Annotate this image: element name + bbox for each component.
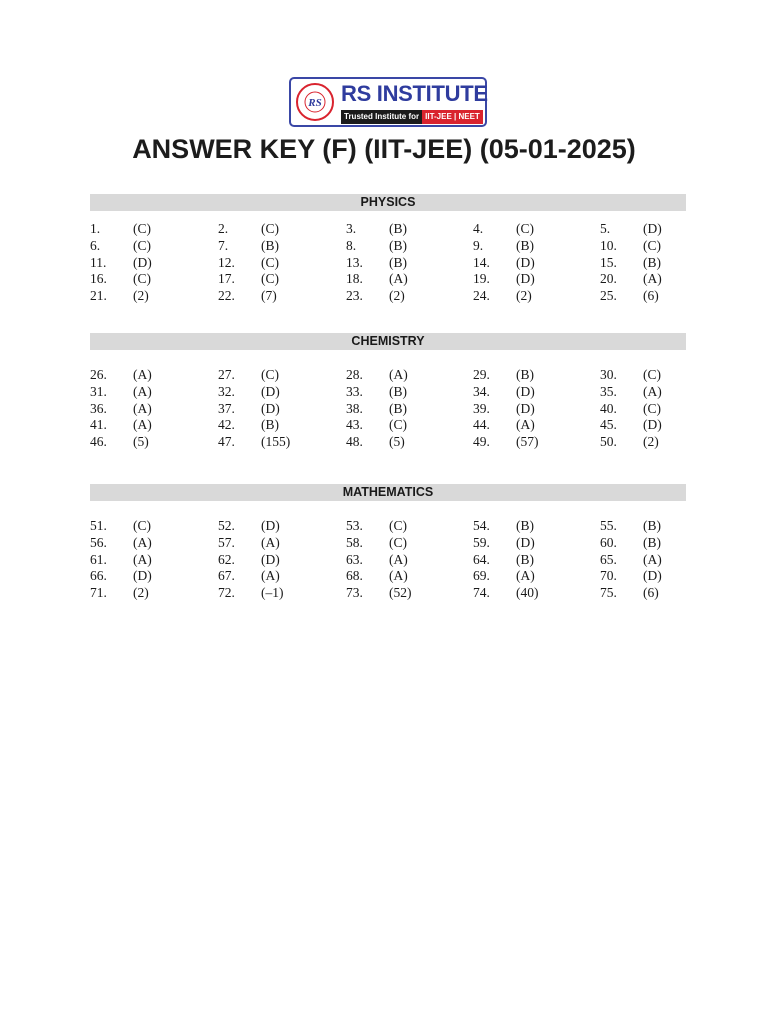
answer-item [473,534,535,552]
question-number: 62. [218,551,235,567]
question-number: 47. [218,434,235,450]
answer-item [218,551,280,569]
answer-value: (6) [643,288,659,304]
answer-item [600,585,659,602]
answer-value: (5) [389,434,405,450]
question-number: 38. [346,400,363,416]
question-number: 33. [346,383,363,399]
answer-item [600,417,662,434]
answer-value: (D) [516,400,535,416]
answer-value: (D) [133,568,152,584]
answer-value: (C) [389,534,407,550]
answer-value: (D) [261,551,280,567]
answer-item [90,534,152,552]
question-number: 37. [218,400,235,416]
question-number: 67. [218,568,235,584]
answer-item [346,288,405,305]
answer-item [473,271,535,288]
answer-item [473,367,534,384]
answer-item [218,400,280,418]
answer-row [0,585,768,602]
answer-row [0,568,768,585]
question-number: 69. [473,568,490,584]
answer-value: (B) [643,534,661,550]
question-number: 39. [473,400,490,416]
answer-value: (A) [133,534,152,550]
answer-value: (D) [643,568,662,584]
answer-item [346,568,408,585]
answer-value: (A) [261,534,280,550]
answer-value: (B) [389,254,407,270]
answer-value: (A) [516,568,535,584]
logo-seal-icon [298,85,332,119]
answer-value: (A) [643,271,662,287]
question-number: 18. [346,271,363,287]
question-number: 22. [218,288,235,304]
question-number: 57. [218,534,235,550]
answer-item [90,434,149,451]
answer-value: (A) [133,367,152,382]
question-number: 44. [473,417,490,433]
answer-value: (B) [389,221,407,236]
question-number: 54. [473,518,490,533]
answer-item [90,417,152,434]
question-number: 70. [600,568,617,584]
answer-item [346,534,407,552]
answer-value: (B) [389,237,407,253]
answer-value: (B) [261,417,279,433]
question-number: 6. [90,237,101,253]
answer-row [0,417,768,434]
answer-value: (B) [516,367,534,382]
page-title: ANSWER KEY (F) (IIT-JEE) (05-01-2025) [132,134,636,164]
answer-value: (155) [261,434,291,450]
answer-value: (40) [516,585,539,601]
answer-value: (D) [516,534,535,550]
answer-value: (B) [516,518,534,533]
logo-seal [296,83,334,121]
question-number: 35. [600,383,617,399]
answer-item [600,221,662,238]
answer-value: (C) [133,518,151,533]
answer-item [473,585,539,602]
answer-value: (A) [516,417,535,433]
answer-item [600,237,661,255]
answer-item [90,254,152,272]
logo-tagline-text: Trusted Institute for [341,110,422,124]
answer-value: (A) [389,367,408,382]
question-number: 4. [473,221,484,236]
section-header-physics: PHYSICS [90,194,686,211]
question-number: 27. [218,367,235,382]
answer-item [90,288,149,305]
question-number: 75. [600,585,617,601]
answer-value: (D) [516,254,535,270]
question-number: 64. [473,551,490,567]
answer-item [90,518,151,535]
question-number: 30. [600,367,617,382]
question-number: 66. [90,568,107,584]
answer-value: (A) [389,271,408,287]
question-number: 25. [600,288,617,304]
question-number: 3. [346,221,357,236]
answer-value: (C) [133,221,151,236]
answer-item [473,254,535,272]
answer-item [218,383,280,401]
answer-item [346,237,407,255]
question-number: 68. [346,568,363,584]
answer-item [90,237,151,255]
answer-value: (2) [389,288,405,304]
answer-item [473,237,534,255]
answer-value: (C) [389,417,407,433]
question-number: 24. [473,288,490,304]
answer-value: (B) [261,237,279,253]
answer-item [473,288,532,305]
question-number: 55. [600,518,617,533]
answer-item [90,221,151,238]
answer-item [346,383,407,401]
answer-item [218,254,279,272]
answers-mathematics [0,518,768,602]
question-number: 53. [346,518,363,533]
question-number: 20. [600,271,617,287]
answer-value: (2) [133,288,149,304]
answer-item [346,518,407,535]
logo-name: RS INSTITUTE [341,81,488,106]
question-number: 41. [90,417,107,433]
question-number: 11. [90,254,107,270]
answer-value: (B) [389,383,407,399]
question-number: 31. [90,383,107,399]
question-number: 74. [473,585,490,601]
answer-value: (C) [261,221,279,236]
question-number: 60. [600,534,617,550]
logo-tagline [341,110,483,124]
answer-item [473,417,535,434]
answer-value: (C) [133,237,151,253]
question-number: 1. [90,221,101,236]
answer-value: (2) [643,434,659,450]
question-number: 63. [346,551,363,567]
answer-item [600,518,661,535]
answer-row [0,535,768,552]
answer-value: (D) [516,383,535,399]
answers-chemistry [0,367,768,451]
answer-value: (D) [643,417,662,433]
answer-item [473,434,539,451]
answer-value: (5) [133,434,149,450]
answer-value: (C) [133,271,151,287]
logo-tagline-highlight: IIT-JEE | NEET [422,110,483,124]
answer-item [473,518,534,535]
answer-value: (C) [643,237,661,253]
answer-item [346,417,407,434]
answer-item [90,585,149,602]
question-number: 26. [90,367,107,382]
question-number: 2. [218,221,229,236]
question-number: 23. [346,288,363,304]
question-number: 45. [600,417,617,433]
answer-value: (–1) [261,585,284,601]
answer-value: (B) [516,551,534,567]
answer-value: (D) [516,271,535,287]
answer-item [473,221,534,238]
question-number: 34. [473,383,490,399]
answer-item [473,568,535,585]
answer-item [218,271,279,288]
answer-item [346,585,412,602]
answer-item [218,518,280,535]
answer-value: (A) [133,400,152,416]
answer-item [600,288,659,305]
answer-value: (D) [261,400,280,416]
question-number: 49. [473,434,490,450]
answer-value: (B) [516,237,534,253]
question-number: 48. [346,434,363,450]
answer-item [473,400,535,418]
question-number: 61. [90,551,107,567]
question-number: 7. [218,237,229,253]
question-number: 46. [90,434,107,450]
answer-value: (C) [643,367,661,382]
question-number: 71. [90,585,107,601]
answer-value: (A) [389,551,408,567]
answer-item [346,271,408,288]
answer-row [0,367,768,384]
answer-item [218,585,284,602]
answer-value: (C) [389,518,407,533]
answer-item [218,221,279,238]
answer-item [90,271,151,288]
question-number: 58. [346,534,363,550]
answer-value: (2) [133,585,149,601]
question-number: 65. [600,551,617,567]
answer-value: (A) [389,568,408,584]
answer-item [600,434,659,451]
answer-item [600,568,662,585]
answer-item [600,271,662,288]
answer-item [600,534,661,552]
answer-row [0,518,768,535]
answer-row [0,401,768,418]
answer-item [473,551,534,569]
question-number: 72. [218,585,235,601]
answer-value: (2) [516,288,532,304]
answer-value: (A) [643,551,662,567]
answer-item [218,534,280,552]
answer-item [90,551,152,569]
answer-item [90,367,152,384]
question-number: 43. [346,417,363,433]
question-number: 8. [346,237,357,253]
answer-value: (D) [261,383,280,399]
answer-value: (A) [261,568,280,584]
answer-value: (52) [389,585,412,601]
question-number: 32. [218,383,235,399]
answer-value: (B) [643,254,661,270]
question-number: 21. [90,288,107,304]
answer-value: (57) [516,434,539,450]
answer-value: (C) [261,254,279,270]
answer-item [218,434,291,451]
answer-item [90,400,152,418]
answer-item [218,288,277,305]
question-number: 14. [473,254,490,270]
answer-item [600,400,661,418]
question-number: 28. [346,367,363,382]
question-number: 52. [218,518,235,533]
question-number: 50. [600,434,617,450]
question-number: 36. [90,400,107,416]
section-header-mathematics: MATHEMATICS [90,484,686,501]
answer-item [90,568,152,585]
answer-row [0,238,768,255]
question-number: 29. [473,367,490,382]
answer-value: (D) [133,254,152,270]
answer-item [600,254,661,272]
answer-item [90,383,152,401]
answer-row [0,434,768,451]
answer-value: (B) [389,400,407,416]
answer-value: (D) [261,518,280,533]
answer-value: (6) [643,585,659,601]
answer-row [0,552,768,569]
answer-item [473,383,535,401]
answer-row [0,384,768,401]
answer-row [0,221,768,238]
question-number: 13. [346,254,363,270]
answer-item [346,434,405,451]
answer-item [346,221,407,238]
answer-value: (D) [643,221,662,236]
answer-value: (7) [261,288,277,304]
answer-item [218,367,279,384]
answer-item [346,254,407,272]
answer-value: (C) [261,271,279,287]
question-number: 15. [600,254,617,270]
answer-item [218,568,280,585]
question-number: 16. [90,271,107,287]
answer-row [0,271,768,288]
answer-item [600,383,662,401]
answer-value: (C) [261,367,279,382]
answer-row [0,255,768,272]
logo-seal-initials: RS [308,97,322,109]
answer-value: (A) [133,551,152,567]
answers-physics [0,221,768,305]
answer-item [346,551,408,569]
answer-value: (C) [516,221,534,236]
question-number: 19. [473,271,490,287]
question-number: 12. [218,254,235,270]
answer-item [600,367,661,384]
answer-value: (A) [133,383,152,399]
answer-item [346,367,408,384]
question-number: 5. [600,221,611,236]
institute-logo [289,77,487,127]
question-number: 51. [90,518,107,533]
question-number: 17. [218,271,235,287]
question-number: 9. [473,237,484,253]
answer-item [346,400,407,418]
answer-item [218,237,279,255]
answer-value: (B) [643,518,661,533]
answer-value: (A) [133,417,152,433]
answer-value: (A) [643,383,662,399]
section-header-chemistry: CHEMISTRY [90,333,686,350]
question-number: 56. [90,534,107,550]
question-number: 73. [346,585,363,601]
question-number: 40. [600,400,617,416]
question-number: 10. [600,237,617,253]
answer-row [0,288,768,305]
question-number: 59. [473,534,490,550]
question-number: 42. [218,417,235,433]
answer-item [600,551,662,569]
answer-value: (C) [643,400,661,416]
answer-item [218,417,279,434]
